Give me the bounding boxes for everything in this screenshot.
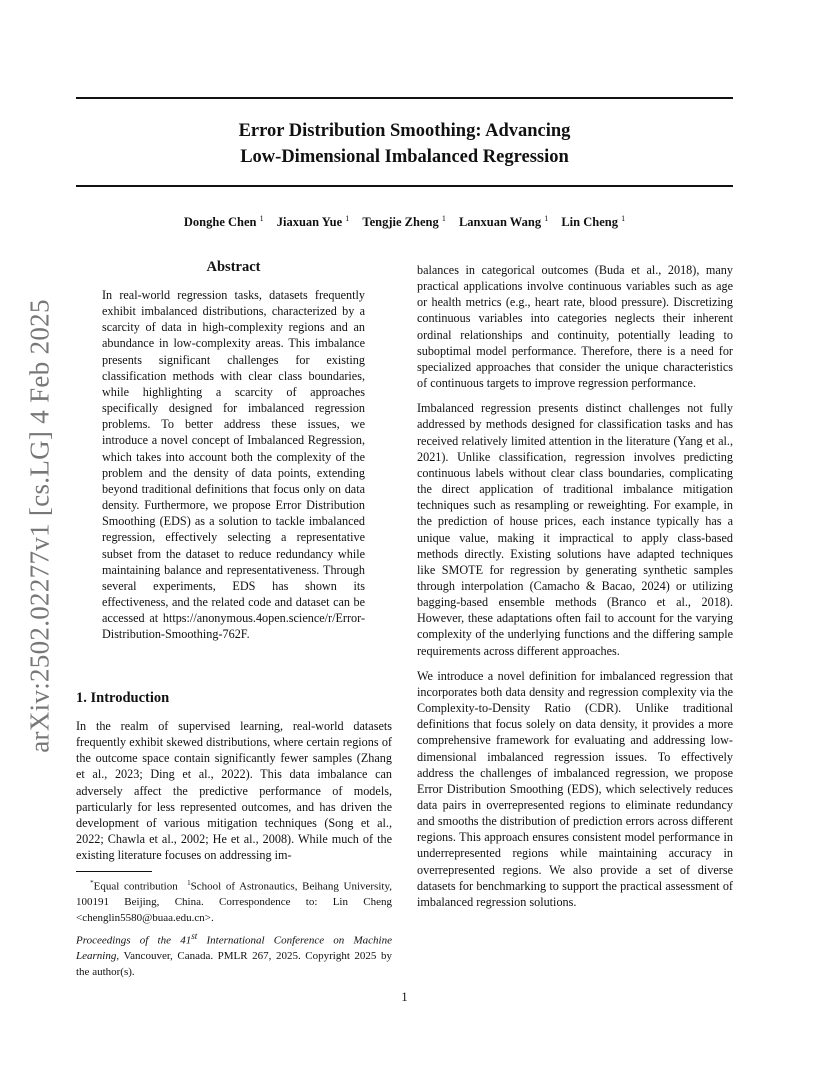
abstract-text: In real-world regression tasks, datasets frequently exhibit imbalanced distributions, characterized by a scarcity of data in high-complexity regions and an abundance in low-complexity areas. This imbalance presents significant challenges for existing classification methods with clear class boundaries, while highlighting a scarcity of approaches specifically designed for imbalanced regression problems. To better address these issues, we introduce a novel concept of Imbalanced Regression, which takes into account both the complexity of the problem and the density of data points, extending beyond traditional definitions that focus only on data density. Furthermore, we propose Error Distribution Smoothing (EDS) as a solution to tackle imbalanced regression, effectively selecting a representative subset from the dataset to reduce redundancy while maintaining balance and representativeness. Through several experiments, EDS has shown its effectiveness, and the related code and dataset can be accessed at https://anonymous.4open.science/r/Error-Distribution-Smoothing-762F. — [102, 288, 365, 642]
top-rule — [76, 97, 733, 99]
footnote-rule — [76, 871, 152, 872]
intro-paragraph-3: Imbalanced regression presents distinct challenges not fully addressed by methods designed for classification tasks and has received relatively limited attention in the literature (Yang et al., 2021). Unlike classification, regression involves predicting continuous labels without clear class boundaries, complicating the direct application of traditional imbalance mitigation techniques such as resampling or reweighting. For example, in the prediction of house prices, each instance typically has a unique value, making it impractical to apply class-based methods directly. Existing solutions have adapted techniques like SMOTE for regression by generating synthetic samples through interpolation (Camacho & Bacao, 2024) or utilizing bagging-based ensemble methods (Branco et al., 2018). However, these adaptations often fail to account for the varying complexity of the underlying functions and the differing sample requirements across different approaches. — [417, 401, 733, 658]
page-number: 1 — [401, 990, 408, 1004]
intro-paragraph-2: balances in categorical outcomes (Buda et al., 2018), many practical applications involve continuous variables such as age or health metrics (e.g., heart rate, blood pressure). Discretizing continuous variables into categories neglects their inherent ordinal relationships and continuity, potentially leading to suboptimal model performance. Therefore, there is a need for specialized approaches that consider the unique characteristics of continuous targets to improve regression performance. — [417, 263, 733, 391]
author-list — [76, 214, 733, 230]
section-heading-introduction: 1. Introduction — [76, 690, 170, 706]
author: Lin Cheng $^1$ — [561, 214, 626, 230]
right-column — [417, 262, 733, 919]
arxiv-identifier: arXiv:2502.02277v1 [cs.LG] 4 Feb 2025 — [24, 299, 55, 753]
intro-paragraph-4: We introduce a novel definition for imbalanced regression that incorporates both data density and regression complexity via the Complexity-to-Density Ratio (CDR). Unlike traditional definitions that focus solely on data density, it provides a more comprehensive framework for evaluating and addressing low-dimensional imbalanced regression issues. To effectively address the challenges of imbalanced regression, we propose Error Distribution Smoothing (EDS), which selectively reduces data pairs in overrepresented regions to eliminate redundancy and smooths the distribution of prediction errors across different regions. This approach ensures consistent model performance in underrepresented regions while maintaining accuracy in overrepresented regions. We also provide a set of diverse datasets for benchmarking to support the practical assessment of imbalanced regression solutions. — [417, 668, 733, 909]
author: Tengjie Zheng $^1$ — [362, 214, 446, 230]
author: Donghe Chen $^1$ — [183, 214, 264, 230]
author: Lanxuan Wang $^1$ — [458, 214, 549, 230]
author: Jiaxuan Yue $^1$ — [276, 214, 350, 230]
proceedings-note: Proceedings of the 41st International Conference on Machine Learning, Vancouver, Canada. PMLR 267, 2025. Copyright 2025 by the author(s). — [76, 931, 392, 978]
paper-title — [76, 118, 733, 170]
intro-paragraph-1: In the realm of supervised learning, real-world datasets frequently exhibit skewed distributions, where certain regions of the outcome space contain significantly fewer samples (Zhang et al., 2023; Ding et al., 2022). This data imbalance can adversely affect the predictive performance of models, particularly for less represented outcomes, and has driven the development of various mitigation techniques (Song et al., 2022; Chawla et al., 2002; He et al., 2008). While much of the existing literature focuses on addressing im- — [76, 719, 392, 863]
footnote-affiliation: School of Astronautics, Beihang University, 100191 Beijing, China. Correspondence to: Lin Cheng <chenglin5580@buaa.edu.cn>. — [76, 880, 392, 924]
footnote: *Equal contribution $^1$School of Astronautics, Beihang University, 100191 Beijing, China. Correspondence to: Lin Cheng <chenglin5580@buaa.edu.cn>. — [76, 879, 392, 924]
title-line-1: Error Distribution Smoothing: Advancing — [238, 121, 571, 141]
title-bottom-rule — [76, 185, 733, 187]
title-line-2: Low-Dimensional Imbalanced Regression — [240, 147, 569, 167]
abstract-heading: Abstract — [206, 259, 261, 275]
footnote-equal-contribution: Equal contribution — [93, 880, 178, 893]
